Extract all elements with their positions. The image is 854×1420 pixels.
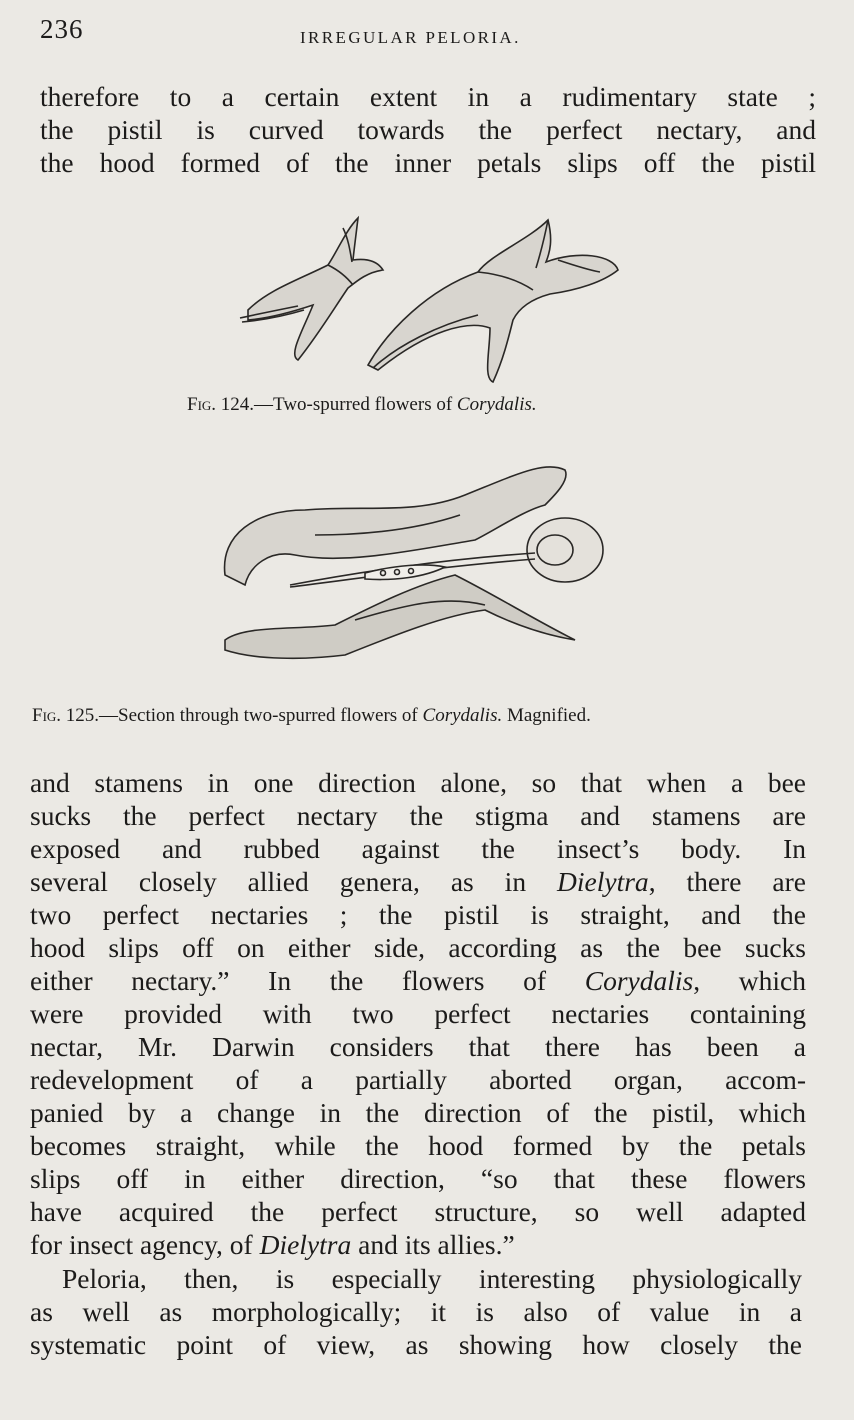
running-head (40, 14, 814, 50)
text-run: , there are (648, 866, 807, 897)
page-number: 236 (40, 14, 84, 44)
caption-text: 125.—Section through two-spurred flowers of (61, 705, 423, 726)
text-line: exposed and rubbed against the insect’s body. In (30, 833, 806, 864)
text-run: either nectary.” In the flowers of (30, 965, 585, 996)
text-line (30, 1228, 806, 1261)
paragraph-2 (30, 766, 806, 1261)
caption-italic-term: Corydalis. (422, 705, 503, 726)
text-line: the pistil is curved towards the perfect nectary, and (40, 114, 816, 145)
text-line: as well as morphologically; it is also of value in a (30, 1296, 802, 1327)
text-line: and stamens in one direction alone, so that when a bee (30, 767, 806, 798)
text-line: becomes straight, while the hood formed by the petals (30, 1130, 806, 1161)
figure-124-illustration (228, 210, 628, 385)
text-line: slips off in either direction, “so that these flowers (30, 1163, 806, 1194)
text-run: several closely allied genera, as in (30, 866, 558, 897)
fig-label: Fig. (32, 705, 62, 726)
text-line (30, 964, 806, 997)
text-run: , which (693, 965, 806, 996)
figure-124-caption (187, 394, 537, 416)
text-run: and its allies.” (351, 1229, 515, 1260)
text-line: were provided with two perfect nectaries containing (30, 998, 806, 1029)
text-line: the hood formed of the inner petals slips off the pistil (40, 147, 816, 178)
caption-italic-term: Corydalis. (456, 394, 537, 415)
figure-125-caption (32, 705, 591, 727)
figure-125-illustration (215, 455, 615, 670)
fig-label: Fig. (187, 394, 217, 415)
italic-term: Dielytra (557, 866, 649, 897)
running-title: IRREGULAR PELORIA. (300, 28, 521, 47)
text-line: nectar, Mr. Darwin considers that there has been a (30, 1031, 806, 1062)
text-line (30, 865, 806, 898)
italic-term: Dielytra (259, 1229, 352, 1260)
text-line: hood slips off on either side, according as the bee sucks (30, 932, 806, 963)
text-line: panied by a change in the direction of the pistil, which (30, 1097, 806, 1128)
caption-suffix: Magnified. (502, 705, 591, 726)
text-line: sucks the perfect nectary the stigma and stamens are (30, 800, 806, 831)
italic-term: Corydalis (584, 965, 694, 996)
text-line: Peloria, then, is especially interesting physiologically (62, 1263, 802, 1294)
text-run: for insect agency, of (30, 1229, 260, 1260)
text-line: two perfect nectaries ; the pistil is straight, and the (30, 899, 806, 930)
paragraph-1 (40, 80, 816, 179)
paragraph-3 (30, 1262, 802, 1361)
text-line: therefore to a certain extent in a rudimentary state ; (40, 81, 816, 112)
text-line: have acquired the perfect structure, so well adapted (30, 1196, 806, 1227)
caption-text: 124.—Two-spurred flowers of (216, 394, 457, 415)
text-line: systematic point of view, as showing how closely the (30, 1329, 802, 1360)
text-line: redevelopment of a partially aborted organ, accom- (30, 1064, 806, 1095)
